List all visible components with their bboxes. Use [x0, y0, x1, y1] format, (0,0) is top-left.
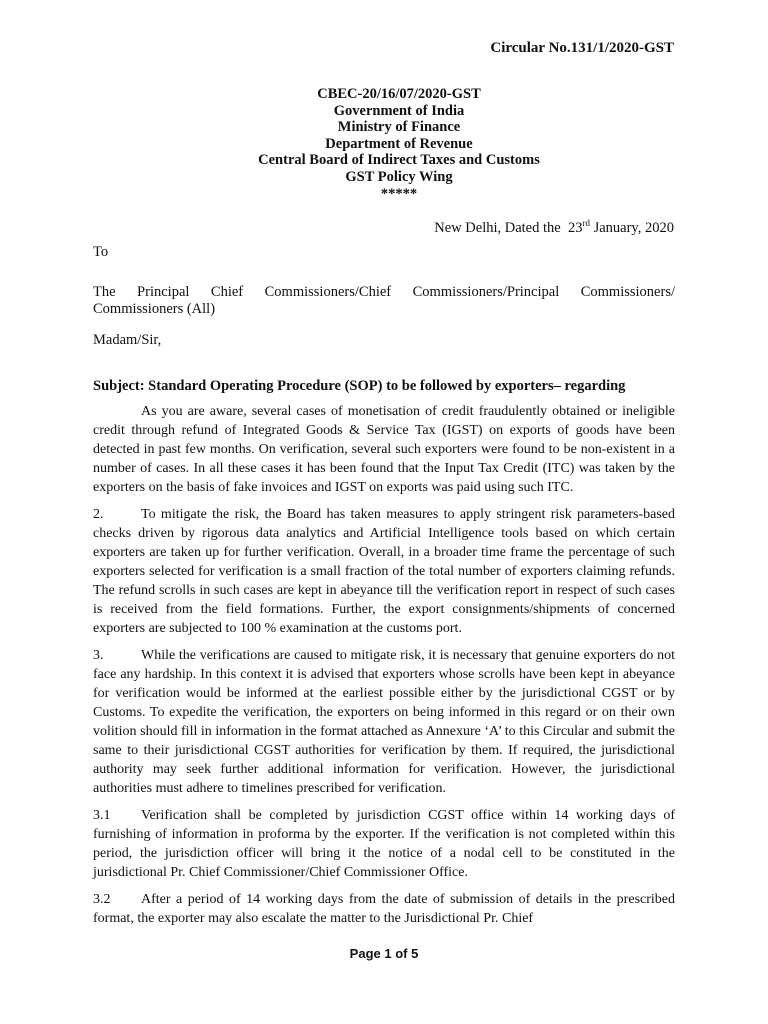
paragraph-3-1: [93, 806, 675, 882]
header-stars: *****: [380, 185, 418, 202]
letter-body: [93, 402, 675, 936]
file-number: CBEC-20/16/07/2020-GST: [317, 86, 481, 102]
paragraph-2: [93, 505, 675, 638]
salutation: Madam/Sir,: [93, 332, 162, 348]
paragraph-1: As you are aware, several cases of monetisation of credit fraudulently obtained or ineligible credit through refund of Integrated Goods & Service Tax (IGST) on exports of goods have been detected in past few months. On verification, several such exporters were found to be non-existent in a number of cases. In all these cases it has been found that the Input Tax Credit (ITC) was taken by the exporters on the basis of fake invoices and IGST on exports was paid using such ITC.: [93, 404, 675, 495]
addressee-line-2: Commissioners (All): [93, 301, 216, 317]
paragraph-number: 2.: [93, 507, 104, 522]
subject-line: Subject: Standard Operating Procedure (SOP) to be followed by exporters– regarding: [93, 378, 626, 394]
paragraph-3: [93, 646, 675, 798]
paragraph-3-2: [93, 890, 675, 928]
date-line: [434, 218, 674, 237]
paragraph-text: While the verifications are caused to mitigate risk, it is necessary that genuine exporters do not face any hardship. In this context it is advised that exporters whose scrolls have been kept in abeyance for verification would be informed at the earliest possible either by the jurisdictional CGST or by Customs. To expedite the verification, the exporters on being informed in this regard or on their own volition should fill in information in the format attached as Annexure ‘A’ to this Circular and submit the same to their jurisdictional CGST authorities for verification by them. If required, the jurisdictional authority may seek further additional information for verification. However, the jurisdictional authorities must adhere to timelines prescribed for verification.: [93, 648, 675, 796]
addressee: [93, 284, 675, 318]
date-day: 23: [567, 219, 583, 236]
paragraph-text: To mitigate the risk, the Board has taken measures to apply stringent risk parameters-based checks driven by rigorous data analytics and Artificial Intelligence tools based on which certain exporters are taken up for further verification. Overall, in a broader time frame the percentage of such exporters selected for verification is a small fraction of the total number of exporters claiming refunds. The refund scrolls in such cases are kept in abeyance till the verification report in respect of such cases is received from the field formations. Further, the export consignments/shipments of concerned exporters are subjected to 100 % examination at the customs port.: [93, 507, 675, 636]
header-ministry: Ministry of Finance: [337, 119, 461, 136]
date-prefix: New Delhi, Dated the: [434, 219, 561, 236]
date-suffix: rd: [582, 218, 590, 228]
paragraph-number: 3.2: [93, 892, 111, 907]
header-government: Government of India: [333, 102, 465, 119]
circular-number: Circular No.131/1/2020-GST: [490, 40, 674, 56]
date-rest: January, 2020: [593, 219, 674, 236]
header-wing: GST Policy Wing: [345, 168, 453, 185]
header-board: Central Board of Indirect Taxes and Customs: [258, 152, 540, 169]
header-department: Department of Revenue: [325, 135, 473, 152]
paragraph-text: Verification shall be completed by jurisdiction CGST office within 14 working days of furnishing of information in proforma by the exporter. If the verification is not completed within this period, the jurisdiction officer will bring it the notice of a nodal cell to be constituted in the jurisdictional Pr. Chief Commissioner/Chief Commissioner Office.: [93, 808, 675, 880]
paragraph-text: After a period of 14 working days from the date of submission of details in the prescribed format, the exporter may also escalate the matter to the Jurisdictional Pr. Chief: [93, 892, 675, 926]
paragraph-number: 3.1: [93, 808, 111, 823]
to-label: To: [93, 244, 109, 260]
page-number: Page 1 of 5: [349, 946, 419, 961]
paragraph-number: 3.: [93, 648, 104, 663]
letterhead: [0, 86, 768, 202]
addressee-line-1: The Principal Chief Commissioners/Chief Commissioners/Principal Commissioners/: [93, 284, 675, 300]
